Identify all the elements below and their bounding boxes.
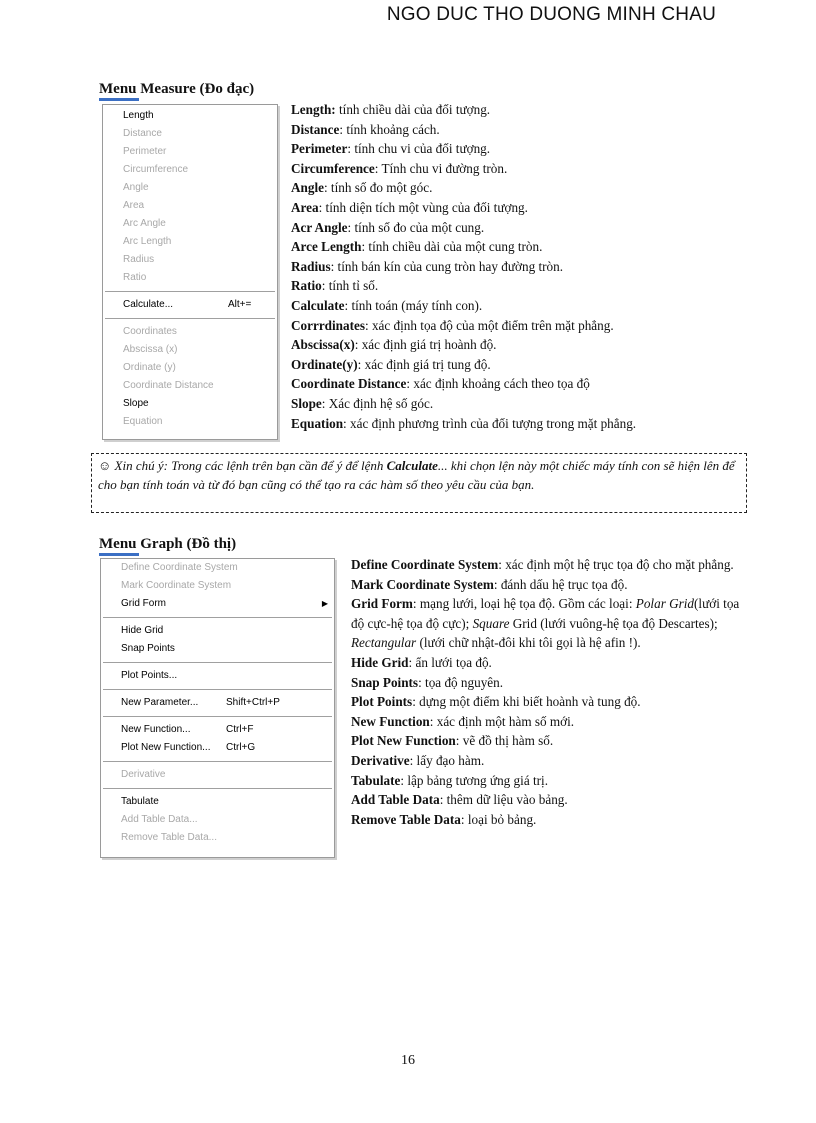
description-text: Polar Grid <box>635 596 695 612</box>
description-text: : xác định tọa độ của một điểm trên mặt phẳng. <box>364 317 614 333</box>
menu-item-label: Ratio <box>123 272 147 283</box>
description-text: : tính chiều dài của một cung tròn. <box>361 239 543 255</box>
description-line <box>291 414 751 434</box>
menu-item-label: Distance <box>123 128 162 139</box>
description-term: Hide Grid <box>351 654 409 670</box>
menu-item-snap-points[interactable] <box>101 640 334 658</box>
description-term: Define Coordinate System <box>351 557 499 572</box>
menu-item-arc-angle[interactable] <box>103 215 277 233</box>
menu-item-coordinate-distance[interactable] <box>103 377 277 395</box>
menu-item-define-coordinate-system[interactable] <box>101 559 334 577</box>
description-text: Rectangular <box>351 635 417 651</box>
menu-item-label: Radius <box>123 254 155 265</box>
description-term: Ratio <box>291 278 322 294</box>
menu-item-abscissa-x[interactable] <box>103 341 277 359</box>
description-line <box>291 276 751 296</box>
measure-menu <box>102 104 278 440</box>
description-text: : dựng một điểm khi biết hoành và tung độ. <box>412 694 641 710</box>
header-author: NGO DUC THO DUONG MINH CHAU <box>386 4 716 25</box>
description-text: : vẽ đồ thị hàm số. <box>455 733 554 749</box>
description-text: (lưới tọa độ cực-hệ tọa độ cực); <box>351 596 740 631</box>
menu-item-tabulate[interactable] <box>101 793 334 811</box>
menu-item-label: Grid Form <box>121 598 166 609</box>
menu-item-coordinates[interactable] <box>103 323 277 341</box>
description-text: (lưới chữ nhật-đôi khi tôi gọi là hệ afin !). <box>416 635 641 651</box>
note-box <box>91 453 747 513</box>
menu-item-shortcut: Alt+= <box>228 299 252 310</box>
description-line <box>351 653 751 673</box>
description-text: : mạng lưới, loại hệ tọa độ. Gồm các loại: <box>412 596 636 612</box>
description-text: : xác định khoảng cách theo tọa độ <box>406 376 590 392</box>
description-line <box>351 810 751 830</box>
description-line <box>291 198 751 218</box>
menu-separator <box>103 716 332 717</box>
description-term: Calculate <box>291 297 345 313</box>
description-line <box>351 731 751 751</box>
description-line <box>291 316 751 336</box>
description-line <box>351 692 751 712</box>
description-term: Abscissa(x) <box>291 337 355 353</box>
menu-item-new-function[interactable] <box>101 721 334 739</box>
description-line <box>291 374 751 394</box>
graph-section-title: Menu Graph (Đồ thị) <box>99 536 237 552</box>
menu-item-perimeter[interactable] <box>103 143 277 161</box>
note-prefix: Xin chú ý: Trong các lệnh trên bạn cần để ý để lệnh <box>111 458 387 473</box>
menu-item-area[interactable] <box>103 197 277 215</box>
description-text: : xác định một hệ trục tọa độ cho mặt phẳng. <box>498 557 734 572</box>
menu-separator <box>103 662 332 663</box>
menu-item-label: Snap Points <box>121 643 175 654</box>
graph-menu <box>100 558 335 858</box>
description-text: : loại bỏ bảng. <box>460 811 537 827</box>
menu-item-label: Length <box>123 110 154 121</box>
menu-item-label: Mark Coordinate System <box>121 580 232 591</box>
description-term: Add Table Data <box>351 792 440 808</box>
description-text: : tính khoảng cách. <box>339 121 440 137</box>
description-line <box>351 790 751 810</box>
menu-item-grid-form[interactable] <box>101 595 334 613</box>
description-text: : lấy đạo hàm. <box>409 752 485 768</box>
menu-item-label: Perimeter <box>123 146 167 157</box>
menu-separator <box>103 761 332 762</box>
menu-item-angle[interactable] <box>103 179 277 197</box>
menu-item-label: New Function... <box>121 724 191 735</box>
description-text: : xác định giá trị hoành độ. <box>354 337 497 353</box>
description-text: : đánh dấu hệ trục tọa độ. <box>493 576 628 592</box>
submenu-arrow-icon: ▶ <box>321 599 328 608</box>
description-line <box>351 575 751 595</box>
description-line <box>291 218 751 238</box>
description-line <box>351 751 751 771</box>
menu-item-plot-new-function[interactable] <box>101 739 334 757</box>
description-line <box>291 394 751 414</box>
description-line <box>351 771 751 791</box>
description-line <box>351 712 751 732</box>
menu-item-label: Abscissa (x) <box>123 344 178 355</box>
menu-item-label: Define Coordinate System <box>121 562 238 573</box>
menu-item-label: Ordinate (y) <box>123 362 176 373</box>
menu-item-slope[interactable] <box>103 395 277 413</box>
description-text: tính chiều dài của đối tượng. <box>335 102 491 117</box>
description-term: Equation <box>291 415 344 431</box>
menu-item-label: Plot New Function... <box>121 742 211 753</box>
description-term: Acr Angle <box>291 219 348 235</box>
description-line <box>291 159 751 179</box>
description-text: : tính toán (máy tính con). <box>344 297 483 313</box>
description-text: : tính tỉ số. <box>321 278 379 294</box>
menu-item-label: Derivative <box>121 769 166 780</box>
menu-item-label: Angle <box>123 182 149 193</box>
menu-item-ratio[interactable] <box>103 269 277 287</box>
menu-item-arc-length[interactable] <box>103 233 277 251</box>
menu-item-label: Coordinates <box>123 326 177 337</box>
description-term: Tabulate <box>351 772 401 788</box>
menu-item-label: Add Table Data... <box>121 814 198 825</box>
menu-item-label: Coordinate Distance <box>123 380 214 391</box>
description-term: Slope <box>291 395 322 411</box>
description-term: Mark Coordinate System <box>351 576 494 592</box>
description-line <box>291 296 751 316</box>
description-line <box>351 555 751 575</box>
description-text: : Tính chu vi đường tròn. <box>374 160 508 176</box>
menu-item-distance[interactable] <box>103 125 277 143</box>
description-line <box>351 594 751 653</box>
description-term: Plot New Function <box>351 733 456 749</box>
menu-separator <box>105 318 275 319</box>
description-line <box>291 120 751 140</box>
menu-item-shortcut: Ctrl+F <box>226 724 254 735</box>
menu-item-mark-coordinate-system[interactable] <box>101 577 334 595</box>
menu-item-plot-points[interactable] <box>101 667 334 685</box>
description-line <box>291 139 751 159</box>
note-suffix: ... khi chọn lện này một chiếc máy tính con sẽ hiện lên để cho bạn tính toán và từ đó bạn cũng có thể tạo ra các hàm số theo yêu cầu của bạn. <box>98 458 735 492</box>
smiley-icon: ☺ <box>98 458 112 473</box>
page-number: 16 <box>401 1053 415 1068</box>
menu-item-shortcut: Ctrl+G <box>226 742 256 753</box>
description-text: : tính diện tích một vùng của đối tượng. <box>318 199 528 215</box>
menu-separator <box>105 291 275 292</box>
description-term: Ordinate(y) <box>291 356 358 372</box>
menu-item-remove-table-data[interactable] <box>101 829 334 847</box>
menu-separator <box>103 689 332 690</box>
menu-item-label: New Parameter... <box>121 697 199 708</box>
description-text: : Xác định hệ số góc. <box>321 395 434 411</box>
menu-item-label: Calculate... <box>123 299 174 310</box>
description-line <box>351 673 751 693</box>
description-term: Snap Points <box>351 674 419 690</box>
menu-item-length[interactable] <box>103 107 277 125</box>
menu-item-equation[interactable] <box>103 413 277 431</box>
description-term: Perimeter <box>291 141 348 157</box>
measure-descriptions <box>291 100 751 433</box>
description-term: Derivative <box>351 752 410 768</box>
menu-item-hide-grid[interactable] <box>101 622 334 640</box>
description-term: Radius <box>291 258 331 274</box>
description-term: Angle <box>291 180 324 196</box>
description-text: : xác định giá trị tung độ. <box>357 356 491 372</box>
description-text: : tọa độ nguyên. <box>418 674 504 690</box>
menu-item-derivative[interactable] <box>101 766 334 784</box>
menu-item-label: Remove Table Data... <box>121 832 217 843</box>
description-term: Arce Length <box>291 239 362 255</box>
menu-item-label: Slope <box>123 398 149 409</box>
description-text: : tính bán kín của cung tròn hay đường tròn. <box>330 258 563 274</box>
menu-item-label: Equation <box>123 416 163 427</box>
menu-item-label: Arc Angle <box>123 218 166 229</box>
menu-item-radius[interactable] <box>103 251 277 269</box>
description-line <box>291 100 751 120</box>
description-text: : tính số đo một góc. <box>323 180 433 196</box>
description-term: Plot Points <box>351 694 413 710</box>
description-text: : lập bảng tương ứng giá trị. <box>400 772 548 788</box>
description-text: Square <box>472 615 510 631</box>
note-keyword: Calculate <box>386 458 438 473</box>
description-text: : thêm dữ liệu vào bảng. <box>439 792 568 808</box>
description-line <box>291 178 751 198</box>
menu-item-new-parameter[interactable] <box>101 694 334 712</box>
description-text: : ẩn lưới tọa độ. <box>408 654 492 670</box>
graph-descriptions <box>351 555 751 829</box>
menu-item-calculate[interactable] <box>103 296 277 314</box>
description-term: Length: <box>291 102 336 117</box>
description-line <box>291 355 751 375</box>
menu-item-add-table-data[interactable] <box>101 811 334 829</box>
measure-section-title: Menu Measure (Đo đạc) <box>99 81 255 97</box>
description-term: Circumference <box>291 160 375 176</box>
menu-item-ordinate-y[interactable] <box>103 359 277 377</box>
description-text: : tính số đo của một cung. <box>347 219 485 235</box>
menu-separator <box>103 617 332 618</box>
description-text: : xác định phương trình của đối tượng trong mặt phẳng. <box>343 415 637 431</box>
description-text: : xác định một hàm số mới. <box>429 713 575 729</box>
menu-item-label: Arc Length <box>123 236 172 247</box>
menu-item-shortcut: Shift+Ctrl+P <box>226 697 280 708</box>
description-text: : tính chu vi của đối tượng. <box>347 141 491 157</box>
description-term: Area <box>291 199 319 215</box>
description-text: Grid (lưới vuông-hệ tọa độ Descartes); <box>509 615 718 631</box>
description-term: Grid Form <box>351 596 413 612</box>
description-term: Distance <box>291 121 340 137</box>
menu-item-label: Circumference <box>123 164 189 175</box>
menu-separator <box>103 788 332 789</box>
description-line <box>291 257 751 277</box>
description-line <box>291 335 751 355</box>
menu-item-label: Hide Grid <box>121 625 164 636</box>
description-line <box>291 237 751 257</box>
menu-item-circumference[interactable] <box>103 161 277 179</box>
menu-item-label: Area <box>123 200 145 211</box>
menu-item-label: Plot Points... <box>121 670 178 681</box>
description-term: Corrrdinates <box>291 317 365 333</box>
description-term: Remove Table Data <box>351 811 461 827</box>
description-term: New Function <box>351 713 430 729</box>
menu-item-label: Tabulate <box>121 796 159 807</box>
description-term: Coordinate Distance <box>291 376 407 392</box>
